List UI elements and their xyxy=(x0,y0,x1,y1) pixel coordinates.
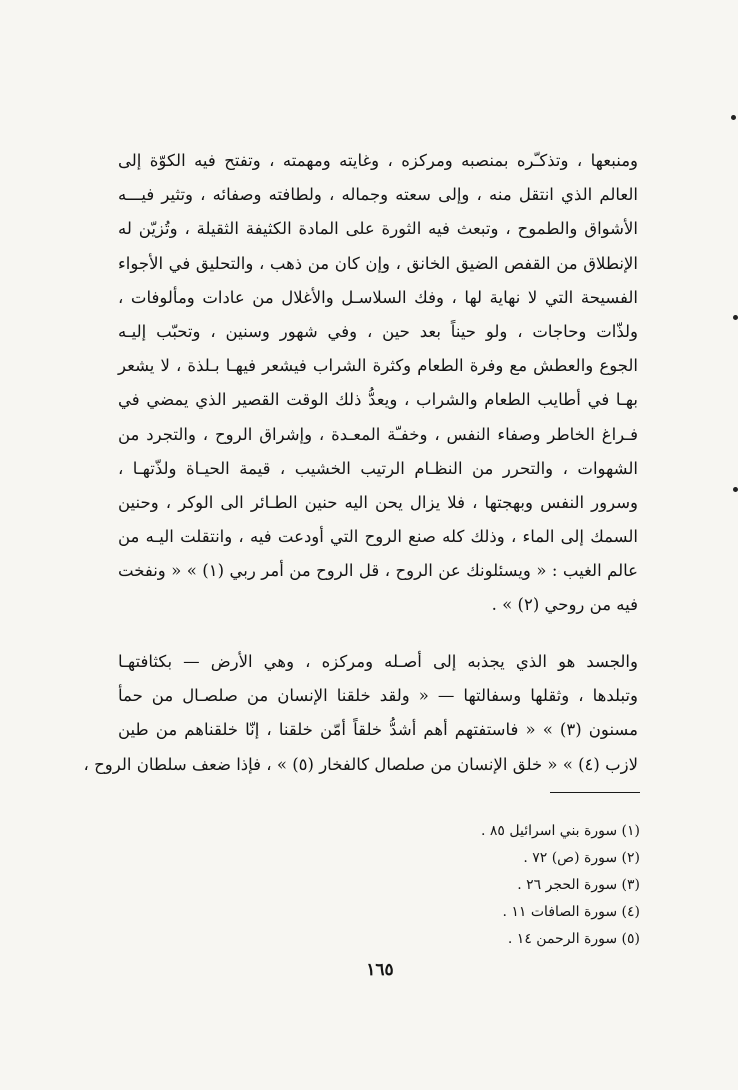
text-line: لازب (٤) » « خلق الإنسان من صلصال كالفخار (٥) » ، فإذا ضعف سلطان الروح ، xyxy=(83,754,638,774)
text-line: الشهوات ، والتحرر من النظـام الرتيب الخشيب ، قيمة الحيـاة ولذّتهـا ، xyxy=(118,458,638,478)
text-line: وسرور النفس وبهجتها ، فلا يزال يحن اليه حنين الطـائر الى الوكر ، وحنين xyxy=(118,492,638,512)
text-line: الأشواق والطموح ، وتبعث فيه الثورة على المادة الكثيفة الثقيلة ، وتُزيّن له xyxy=(118,219,638,239)
text-line: عالم الغيب : « ويسئلونك عن الروح ، قل الروح من أمر ربي (١) » « ونفخت xyxy=(118,561,638,581)
text-line: الإنطلاق من القفص الضيق الخانق ، وإن كان من ذهب ، والتحليق في الأجواء xyxy=(118,253,638,273)
text-line: العالم الذي انتقل منه ، وإلى سعته وجماله ، ولطافته وصفائه ، وتثير فيـــه xyxy=(118,185,638,205)
margin-speck xyxy=(733,315,738,320)
text-line: ومنبعها ، وتذكـّره بمنصبه ومركزه ، وغايته ومهمته ، وتفتح فيه الكوّة إلى xyxy=(118,151,638,170)
text-line: السمك إلى الماء ، وذلك كله صنع الروح التي أودعت فيه ، وانتقلت اليـه من xyxy=(118,527,638,547)
text-line: بهـا في أطايب الطعام والشراب ، ويعدُّ ذلك الوقت القصير الذي يمضي في xyxy=(118,390,638,410)
footnote-item: (٥) سورة الرحمن ١٤ . xyxy=(507,931,640,947)
footnote-item: (٣) سورة الحجر ٢٦ . xyxy=(517,877,640,893)
footnote-item: (١) سورة بني اسرائيل ٨٥ . xyxy=(480,823,640,839)
footnote-divider xyxy=(550,792,640,793)
paragraph-1 xyxy=(118,144,638,623)
margin-speck xyxy=(731,115,736,120)
footnotes xyxy=(380,818,640,953)
margin-speck xyxy=(733,487,738,492)
text-line: والجسد هو الذي يجذبه إلى أصـله ومركزه ، وهي الأرض — بكثافتهـا xyxy=(118,652,638,671)
text-line: فـراغ الخاطر وصفاء النفس ، وخفـّة المعـدة ، وإشراق الروح ، والتجرد من xyxy=(118,424,638,444)
page-number: ١٦٥ xyxy=(366,960,394,980)
text-line: الجوع والعطش مع وفرة الطعام وكثرة الشراب فيشعر فيهـا بـلذة ، لا يشعر xyxy=(118,356,638,376)
paragraph-2 xyxy=(83,645,638,782)
footnote-item: (٤) سورة الصافات ١١ . xyxy=(502,904,640,920)
text-line: ولذّات وحاجات ، ولو حيناً بعد حين ، وفي شهور وسنين ، وتحبّب إليـه xyxy=(118,321,638,341)
text-line: فيه من روحي (٢) » . xyxy=(491,595,638,615)
text-line: مسنون (٣) » « فاستفتهم أهم أشدُّ خلقاً أمّن خلقنا ، إنّا خلقناهم من طين xyxy=(118,720,638,740)
text-line: وتبلدها ، وثقلها وسفالتها — « ولقد خلقنا الإنسان من صلصـال من حمأ xyxy=(118,686,638,706)
footnote-item: (٢) سورة (ص) ٧٢ . xyxy=(523,850,640,866)
text-line: الفسيحة التي لا نهاية لها ، وفك السلاسـل والأغلال من عادات ومألوفات ، xyxy=(118,287,638,307)
